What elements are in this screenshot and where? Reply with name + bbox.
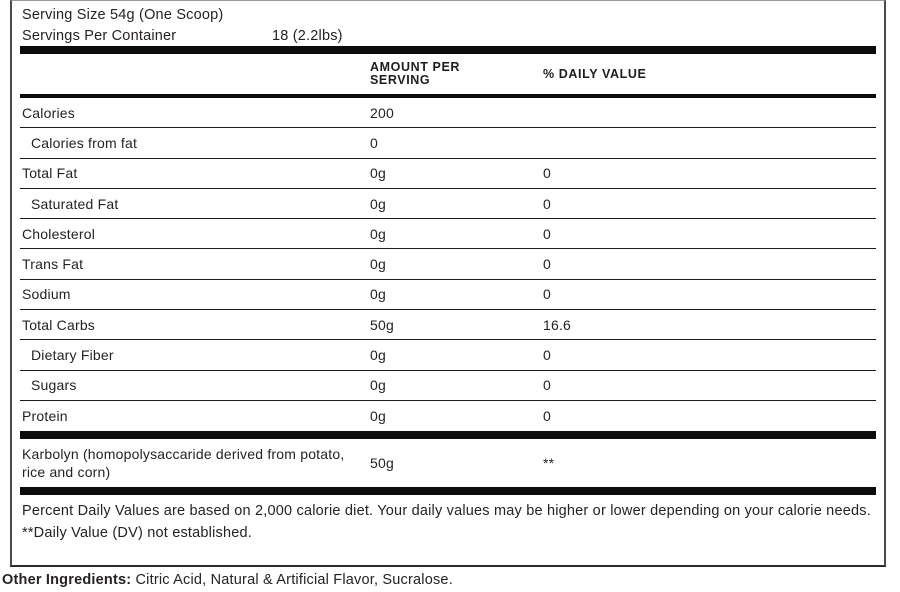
nutrient-name: Cholesterol	[22, 225, 96, 242]
nutrient-name: Saturated Fat	[31, 195, 119, 212]
nutrient-amount: 0g	[370, 195, 386, 212]
nutrient-daily-value: 0	[543, 195, 551, 212]
nutrient-row	[20, 219, 876, 249]
column-header-percent-daily-value: % DAILY VALUE	[543, 66, 647, 81]
nutrient-amount: 200	[370, 104, 394, 121]
nutrient-daily-value: 16.6	[543, 316, 572, 333]
serving-size-text: Serving Size 54g (One Scoop)	[22, 6, 224, 23]
nutrient-daily-value: 0	[543, 347, 551, 364]
servings-per-container-line	[22, 25, 874, 46]
footnotes	[12, 495, 884, 544]
nutrient-row	[20, 189, 876, 219]
nutrient-row	[20, 159, 876, 189]
nutrient-row	[20, 280, 876, 310]
nutrient-row	[20, 128, 876, 158]
nutrient-daily-value: 0	[543, 256, 551, 273]
nutrient-row	[20, 249, 876, 279]
karbolyn-label: Karbolyn (homopolysaccaride derived from potato, rice and corn)	[22, 446, 345, 481]
nutrient-name: Protein	[22, 408, 68, 425]
daily-values-footnote: Percent Daily Values are based on 2,000 calorie diet. Your daily values may be higher or lower depending on your calorie needs.	[22, 503, 871, 520]
nutrient-daily-value: 0	[543, 286, 551, 303]
nutrient-row	[20, 371, 876, 401]
nutrient-daily-value: 0	[543, 165, 551, 182]
nutrient-daily-value: 0	[543, 408, 551, 425]
nutrient-row	[20, 340, 876, 370]
karbolyn-daily-value: **	[543, 455, 555, 472]
thick-divider-bar	[20, 46, 876, 54]
nutrient-rows	[20, 98, 876, 431]
nutrient-amount: 0	[370, 134, 378, 151]
nutrient-amount: 0g	[370, 408, 386, 425]
nutrient-row	[20, 98, 876, 128]
other-ingredients-value: Citric Acid, Natural & Artificial Flavor, Sucralose.	[131, 572, 453, 588]
karbolyn-row	[20, 439, 876, 487]
nutrient-amount: 0g	[370, 377, 386, 394]
nutrient-amount: 0g	[370, 225, 386, 242]
nutrient-amount: 0g	[370, 286, 386, 303]
table-header-row	[20, 54, 876, 94]
nutrient-row	[20, 310, 876, 340]
thick-divider-bar	[20, 487, 876, 495]
other-ingredients-label: Other Ingredients:	[2, 572, 132, 588]
nutrient-name: Calories from fat	[31, 134, 138, 151]
other-ingredients-line	[2, 572, 453, 588]
nutrient-name: Trans Fat	[22, 256, 84, 273]
servings-per-container-value: 18 (2.2lbs)	[272, 27, 343, 44]
nutrient-name: Total Carbs	[22, 316, 96, 333]
thick-divider-bar	[20, 431, 876, 439]
nutrient-row	[20, 401, 876, 431]
karbolyn-amount: 50g	[370, 455, 394, 472]
nutrient-name: Calories	[22, 104, 75, 121]
servings-per-container-label: Servings Per Container	[22, 27, 177, 44]
column-header-amount-per-serving: AMOUNT PER SERVING	[370, 60, 461, 87]
nutrient-name: Dietary Fiber	[31, 347, 114, 364]
nutrient-amount: 0g	[370, 347, 386, 364]
nutrient-name: Total Fat	[22, 165, 78, 182]
nutrient-amount: 0g	[370, 256, 386, 273]
serving-info	[12, 1, 884, 46]
nutrient-name: Sugars	[31, 377, 77, 394]
nutrient-daily-value: 0	[543, 377, 551, 394]
supplement-facts-panel	[10, 0, 886, 567]
nutrient-amount: 50g	[370, 316, 394, 333]
nutrient-name: Sodium	[22, 286, 71, 303]
dv-not-established-footnote: **Daily Value (DV) not established.	[22, 525, 252, 542]
serving-size-line	[22, 4, 874, 25]
nutrient-amount: 0g	[370, 165, 386, 182]
nutrient-daily-value: 0	[543, 225, 551, 242]
